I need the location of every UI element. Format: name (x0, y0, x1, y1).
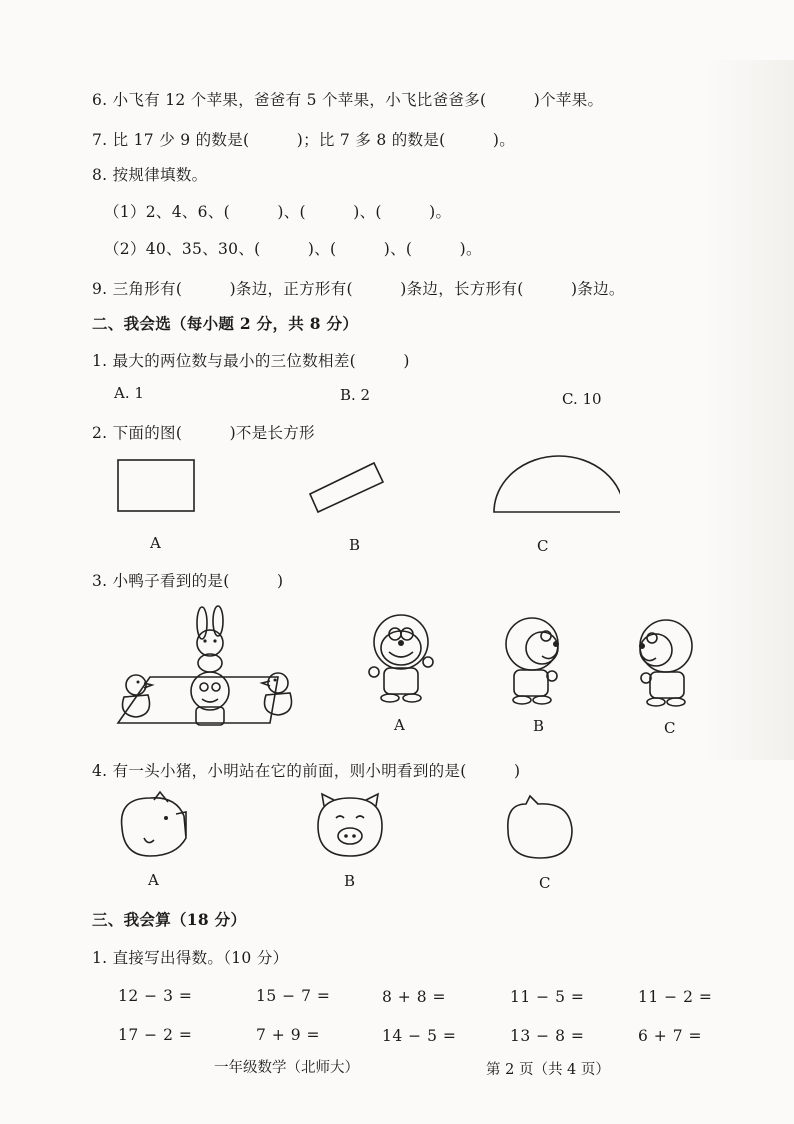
tilted-rectangle-figure (310, 463, 383, 512)
question-6: 6. 小飞有 12 个苹果，爸爸有 5 个苹果，小飞比爸爸多( )个苹果。 (92, 91, 604, 109)
calc-item: 11 − 5 = (510, 988, 585, 1006)
mc1-question: 1. 最大的两位数与最小的三位数相差( ) (92, 352, 410, 370)
pig-front-view (310, 790, 390, 862)
calc-item: 12 − 3 = (118, 987, 193, 1005)
mc4-label-b: B (344, 872, 356, 890)
mc3-question: 3. 小鸭子看到的是( ) (92, 572, 284, 590)
mc2-question: 2. 下面的图( )不是长方形 (92, 424, 315, 442)
mc3-label-c: C (664, 719, 676, 737)
section-2-heading: 二、我会选（每小题 2 分，共 8 分） (92, 314, 359, 333)
robot-cat-icon (191, 672, 229, 725)
question-8-part-1: （1）2、4、6、( )、( )、( )。 (104, 203, 452, 221)
section-3-heading: 三、我会算（18 分） (92, 910, 247, 929)
mc1-option-c: C. 10 (562, 390, 602, 408)
footer-page-number: 第 2 页（共 4 页） (486, 1062, 610, 1078)
page-shadow (704, 60, 794, 760)
mc1-option-b: B. 2 (340, 386, 371, 404)
calc-item: 15 − 7 = (256, 987, 331, 1005)
mc1-option-a: A. 1 (114, 384, 144, 402)
calc-item: 17 − 2 = (118, 1026, 193, 1044)
calc-instructions: 1. 直接写出得数。（10 分） (92, 949, 289, 967)
mc2-label-c: C (537, 537, 549, 555)
mc2-figures (100, 450, 620, 530)
mc2-label-b: B (349, 536, 361, 554)
question-8-part-2: （2）40、35、30、( )、( )、( )。 (104, 240, 482, 258)
calc-item: 6 + 7 = (638, 1027, 702, 1045)
pig-back-view (500, 792, 580, 864)
mc4-label-a: A (148, 871, 159, 889)
duckling-right-icon (262, 673, 292, 715)
question-8: 8. 按规律填数。 (92, 166, 208, 184)
mc4-label-c: C (539, 874, 551, 892)
scene-illustration (110, 605, 300, 733)
mc3-label-a: A (394, 716, 405, 734)
semicircle-figure (494, 456, 620, 512)
robot-side-view (500, 614, 570, 706)
robot-other-side-view (628, 616, 698, 708)
mc2-label-a: A (150, 534, 161, 552)
footer-course: 一年级数学（北师大） (214, 1060, 359, 1076)
question-9: 9. 三角形有( )条边，正方形有( )条边，长方形有( )条边。 (92, 280, 625, 298)
calc-item: 7 + 9 = (256, 1026, 320, 1044)
calc-item: 14 − 5 = (382, 1027, 457, 1045)
calc-item: 8 + 8 = (382, 988, 446, 1006)
pig-side-view (110, 790, 190, 862)
rabbit-icon (197, 606, 223, 672)
rectangle-figure (118, 460, 194, 511)
question-7: 7. 比 17 少 9 的数是( )；比 7 多 8 的数是( )。 (92, 131, 516, 149)
robot-front-view (366, 612, 436, 704)
mc4-question: 4. 有一头小猪，小明站在它的前面，则小明看到的是( ) (92, 762, 521, 780)
calc-item: 11 − 2 = (638, 988, 713, 1006)
mc3-label-b: B (533, 717, 545, 735)
calc-item: 13 − 8 = (510, 1027, 585, 1045)
